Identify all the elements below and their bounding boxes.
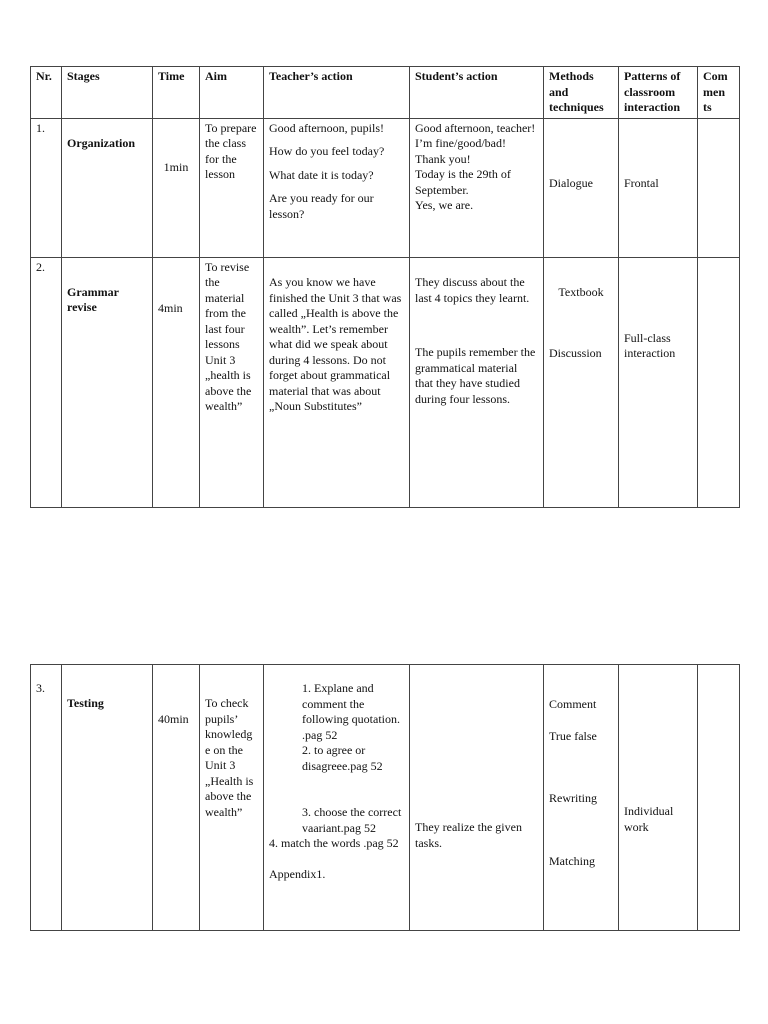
stage-cell — [62, 665, 153, 931]
method-value: Comment — [549, 697, 597, 711]
stage-cell — [62, 257, 153, 507]
pattern-cell — [619, 257, 698, 507]
method-value: Rewriting — [549, 791, 597, 805]
method-value: Dialogue — [549, 175, 593, 190]
pattern-value: Frontal — [624, 175, 659, 190]
lesson-plan-table-2 — [30, 664, 740, 931]
comments-cell — [698, 257, 740, 507]
task-item: 4. match the words .pag 52 — [269, 836, 399, 850]
pattern-cell — [619, 118, 698, 257]
comments-cell — [698, 665, 740, 931]
header-time: Time — [153, 67, 200, 119]
method-cell — [544, 257, 619, 507]
row-number — [31, 665, 62, 931]
student-text: They realize the given tasks. — [415, 820, 522, 850]
aim-cell: To revise the material from the last four lessons Unit 3 „health is above the wealth” — [200, 257, 264, 507]
student-action-cell — [410, 257, 544, 507]
time-cell — [153, 118, 200, 257]
teacher-action-cell — [264, 257, 410, 507]
aim-cell — [200, 665, 264, 931]
stage-name: Grammar revise — [67, 284, 119, 314]
time-cell — [153, 257, 200, 507]
teacher-action-cell — [264, 665, 410, 931]
method-value: True false — [549, 728, 597, 743]
method-cell — [544, 665, 619, 931]
header-teacher-action: Teacher’s action — [264, 67, 410, 119]
header-student-action: Student’s action — [410, 67, 544, 119]
student-line: Yes, we are. — [415, 198, 474, 212]
student-action-cell — [410, 665, 544, 931]
table-row — [31, 118, 740, 257]
header-row — [31, 67, 740, 119]
method-value: Matching — [549, 853, 595, 868]
comments-cell — [698, 118, 740, 257]
student-line: Today is the 29th of September. — [415, 167, 511, 197]
pattern-value: Individual work — [624, 804, 674, 834]
teacher-line: Good afternoon, pupils! — [269, 120, 384, 135]
teacher-line: Are you ready for our lesson? — [269, 191, 374, 221]
teacher-text: As you know we have finished the Unit 3 that was called „Health is above the wealth”. Let’s remember what did we speak about during 4 lessons. Do not forget about grammatical material that was about „Noun Substitutes” — [269, 275, 402, 413]
header-aim: Aim — [200, 67, 264, 119]
appendix-note: Appendix1. — [269, 867, 326, 881]
student-line: I’m fine/good/bad! — [415, 136, 506, 150]
pattern-cell — [619, 665, 698, 931]
method-value: Discussion — [549, 346, 602, 360]
row-number: 2. — [31, 257, 62, 507]
time-value: 1min — [163, 159, 189, 174]
student-text: The pupils remember the grammatical material that they have studied during four lessons. — [415, 345, 536, 406]
task-list — [269, 681, 404, 836]
aim-cell: To prepare the class for the lesson — [200, 118, 264, 257]
table-row — [31, 257, 740, 507]
stage-name: Organization — [67, 136, 135, 150]
teacher-action-cell — [264, 118, 410, 257]
stage-name: Testing — [67, 696, 104, 710]
header-patterns: Patterns of classroom interaction — [619, 67, 698, 119]
header-nr: Nr. — [31, 67, 62, 119]
lesson-plan-table-1 — [30, 66, 740, 508]
student-text: They discuss about the last 4 topics they learnt. — [415, 275, 530, 305]
pattern-value: Full-class interaction — [624, 330, 676, 360]
header-methods: Methods and techniques — [544, 67, 619, 119]
student-line: Thank you! — [415, 151, 471, 166]
aim-text: To check pupils’ knowledg e on the Unit 3 „Health is above the wealth” — [205, 696, 254, 819]
header-comments: Com men ts — [698, 67, 740, 119]
row-number: 1. — [31, 118, 62, 257]
method-cell — [544, 118, 619, 257]
stage-cell — [62, 118, 153, 257]
teacher-line: How do you feel today? — [269, 144, 385, 158]
task-item: 3. choose the correct vaariant.pag 52 — [302, 805, 402, 835]
teacher-line: What date it is today? — [269, 167, 374, 182]
student-line: Good afternoon, teacher! — [415, 120, 536, 135]
header-stages: Stages — [62, 67, 153, 119]
task-item: 2. to agree or disagreee.pag 52 — [302, 743, 383, 773]
method-value: Textbook — [558, 284, 604, 299]
table-row — [31, 665, 740, 931]
row-number-text: 3. — [36, 681, 45, 695]
task-item: 1. Explane and comment the following quotation. .pag 52 — [302, 681, 400, 742]
student-action-cell — [410, 118, 544, 257]
time-value: 4min — [158, 300, 183, 315]
time-cell — [153, 665, 200, 931]
time-value: 40min — [158, 712, 189, 726]
